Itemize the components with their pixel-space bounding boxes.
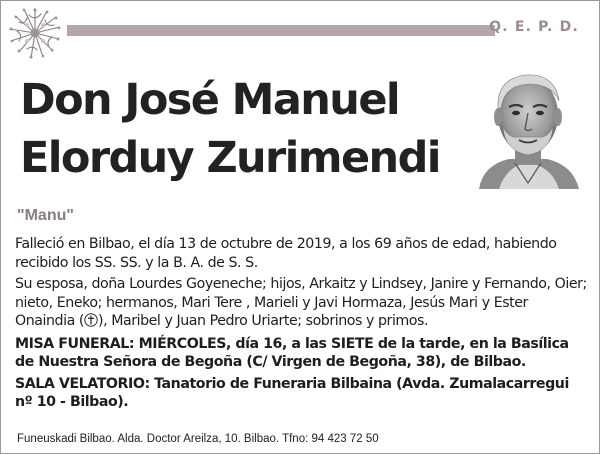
family-text-part-2: ), Maribel y Juan Pedro Uriarte; sobrinos y primos.: [97, 313, 429, 329]
qepd-heading: Q. E. P. D.: [489, 19, 579, 35]
funeral-mass-bold: MISA FUNERAL: MIÉRCOLES, día 16, a las SIETE de la tarde, en la Basílica de Nuestra Señora de Begoña (C/ Virgen de Begoña, 38), de Bilbao.: [15, 335, 569, 370]
deceased-name: [20, 71, 470, 187]
name-line-2: Elorduy Zurimendi: [20, 133, 440, 183]
nickname: "Manu": [17, 207, 74, 224]
cross-icon: [84, 313, 98, 327]
flower-ornament-icon: [7, 5, 63, 61]
header-band: [67, 25, 495, 36]
name-line-1: Don José Manuel: [20, 75, 400, 125]
family-text: [15, 275, 587, 331]
death-notice-text: Falleció en Bilbao, el día 13 de octubre de 2019, a los 69 años de edad, habiendo recibido los SS. SS. y la B. A. de S. S.: [15, 236, 557, 271]
wake-bold: SALA VELATORIO: Tanatorio de Funeraria Bilbaina (Avda. Zumalacarregui nº 10 - Bilbao).: [15, 375, 569, 410]
family-text-part-1: Su esposa, doña Lourdes Goyeneche; hijos, Arkaitz y Lindsey, Janire y Fernando, Oier; nieto, Eneko; hermanos, Mari Tere , Marieli y Javi Hormaza, Jesús Mari y Ester Onaindia (: [15, 276, 587, 329]
notice-body: [15, 235, 587, 416]
funeral-mass-text: [15, 335, 587, 372]
funeral-home-footer: Funeuskadi Bilbao. Alda. Doctor Areilza, 10. Bilbao. Tfno: 94 423 72 50: [17, 433, 379, 445]
wake-text: [15, 375, 587, 412]
portrait-photo: [475, 57, 581, 189]
